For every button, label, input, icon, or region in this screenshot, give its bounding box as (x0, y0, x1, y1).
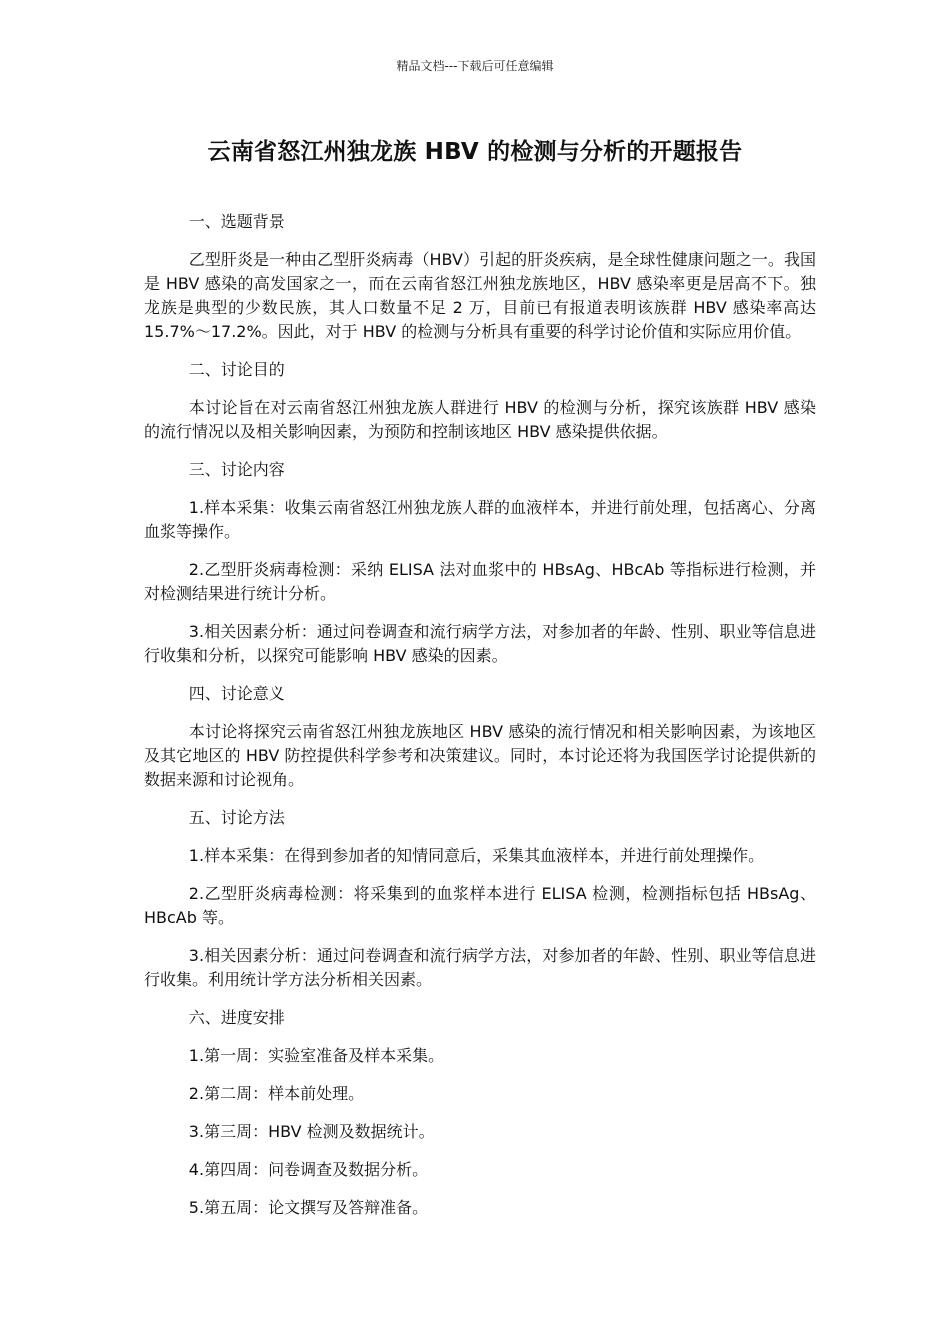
schedule-item-4: 4.第四周：问卷调查及数据分析。 (188, 1160, 429, 1179)
content-item-1: 1.样本采集：收集云南省怒江州独龙族人群的血液样本，并进行前处理，包括离心、分离血浆等操作。 (144, 498, 816, 541)
content-item-2: 2.乙型肝炎病毒检测：采纳 ELISA 法对血浆中的 HBsAg、HBcAb 等指标进行检测，并对检测结果进行统计分析。 (144, 560, 816, 603)
method-item-1: 1.样本采集：在得到参加者的知情同意后，采集其血液样本，并进行前处理操作。 (188, 846, 765, 865)
document-title: 云南省怒江州独龙族 HBV 的检测与分析的开题报告 (207, 139, 743, 165)
page-header: 精品文档---下载后可任意编辑 (396, 59, 554, 73)
method-item-3: 3.相关因素分析：通过问卷调查和流行病学方法，对参加者的年龄、性别、职业等信息进行收集。利用统计学方法分析相关因素。 (144, 946, 816, 989)
significance-paragraph: 本讨论将探究云南省怒江州独龙族地区 HBV 感染的流行情况和相关影响因素，为该地区及其它地区的 HBV 防控提供科学参考和决策建议。同时，本讨论还将为我国医学讨论提供新的数据来源和讨论视角。 (144, 722, 816, 789)
section-heading-purpose: 二、讨论目的 (188, 360, 285, 379)
document-body (144, 210, 816, 1234)
schedule-item-3: 3.第三周：HBV 检测及数据统计。 (188, 1122, 435, 1141)
section-heading-schedule: 六、进度安排 (188, 1008, 285, 1027)
schedule-item-5: 5.第五周：论文撰写及答辩准备。 (188, 1198, 429, 1217)
background-paragraph: 乙型肝炎是一种由乙型肝炎病毒（HBV）引起的肝炎疾病，是全球性健康问题之一。我国是 HBV 感染的高发国家之一，而在云南省怒江州独龙族地区，HBV 感染率更是居高不下。独龙族是典型的少数民族，其人口数量不足 2 万，目前已有报道表明该族群 HBV 感染率高达 15.7%～17.2%。因此，对于 HBV 的检测与分析具有重要的科学讨论价值和实际应用价值。 (144, 250, 816, 341)
section-heading-significance: 四、讨论意义 (188, 684, 285, 703)
section-heading-methods: 五、讨论方法 (188, 808, 285, 827)
schedule-item-1: 1.第一周：实验室准备及样本采集。 (188, 1046, 445, 1065)
section-heading-content: 三、讨论内容 (188, 460, 285, 479)
schedule-item-2: 2.第二周：样本前处理。 (188, 1084, 365, 1103)
method-item-2: 2.乙型肝炎病毒检测：将采集到的血浆样本进行 ELISA 检测，检测指标包括 HBsAg、HBcAb 等。 (144, 884, 816, 927)
purpose-paragraph: 本讨论旨在对云南省怒江州独龙族人群进行 HBV 的检测与分析，探究该族群 HBV 感染的流行情况以及相关影响因素，为预防和控制该地区 HBV 感染提供依据。 (144, 398, 816, 441)
content-item-3: 3.相关因素分析：通过问卷调查和流行病学方法，对参加者的年龄、性别、职业等信息进行收集和分析，以探究可能影响 HBV 感染的因素。 (144, 622, 816, 665)
section-heading-background: 一、选题背景 (188, 212, 285, 231)
